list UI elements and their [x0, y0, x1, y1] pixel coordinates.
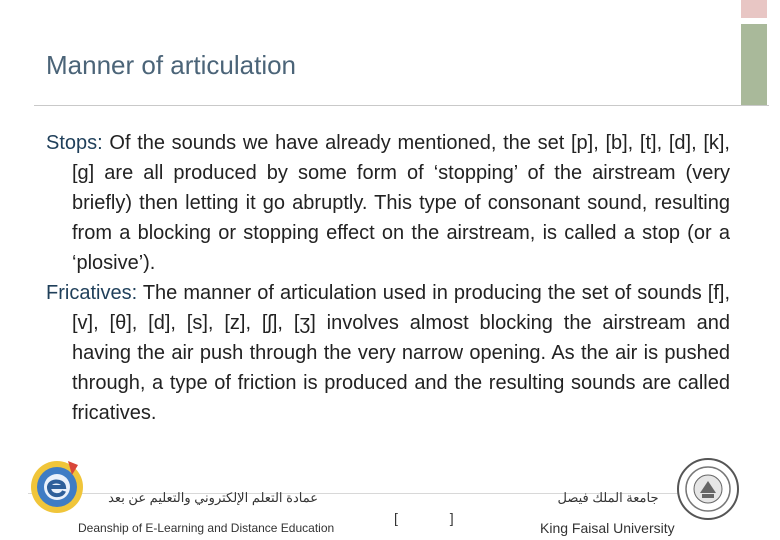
slide-body [46, 128, 730, 428]
stops-text: Of the sounds we have already mentioned, the set [p], [b], [t], [d], [k], [g] are all produced by some form of ‘stopping’ of the airstream (very briefly) then letting it go abruptly. This type of consonant sound, resulting from a blocking or stopping effect on the airstream, is called a stop (or a ‘plosive’). [72, 132, 730, 274]
deanship-english: Deanship of E-Learning and Distance Education [78, 521, 335, 535]
slide-title: Manner of articulation [46, 50, 297, 80]
university-english: King Faisal University [540, 520, 675, 536]
top-accent-block [741, 0, 767, 18]
deanship-arabic: عمادة التعلم الإلكتروني والتعليم عن بعد [108, 490, 318, 505]
university-seal-icon [676, 457, 740, 521]
page-number: [ ] [394, 510, 478, 526]
fricatives-paragraph [46, 278, 730, 428]
e-learning-logo-icon [28, 455, 86, 517]
side-accent-block [741, 24, 767, 106]
title-divider [34, 105, 769, 106]
footer [0, 455, 780, 540]
fricatives-term: Fricatives: [46, 282, 138, 304]
university-arabic: جامعة الملك فيصل [557, 490, 659, 505]
stops-term: Stops: [46, 132, 103, 154]
stops-paragraph [46, 128, 730, 278]
fricatives-text: The manner of articulation used in producing the set of sounds [f], [v], [θ], [d], [s], [z], [ʃ], [ʒ] involves almost blocking the airstream and having the air push through the very narrow opening. As the air is pushed through, a type of friction is produced and the resulting sounds are called fricatives. [72, 282, 730, 424]
